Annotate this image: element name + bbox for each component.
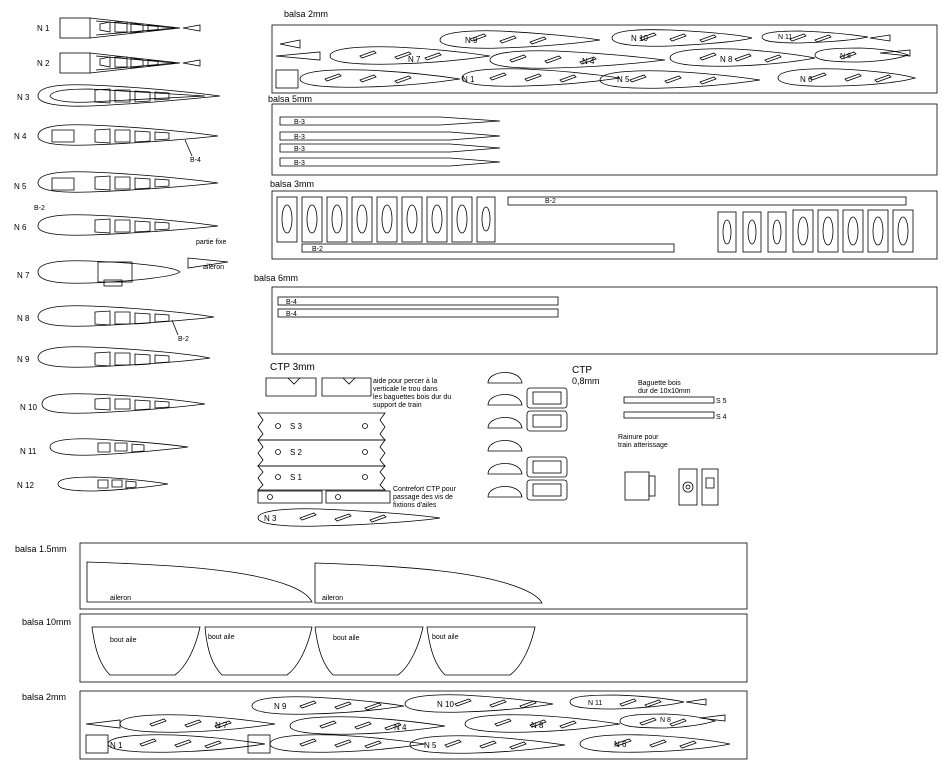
panel-balsa-3mm <box>270 179 937 259</box>
rib-n8 <box>17 306 214 343</box>
rib-label: N 7 <box>17 271 30 280</box>
rib-n9 <box>17 347 210 367</box>
panel-title: balsa 10mm <box>22 617 72 627</box>
rib-label: N 6 <box>14 223 27 232</box>
spar-label-b2: B-2 <box>34 205 45 212</box>
rib-tag: N 8 <box>531 721 544 730</box>
panel-title: CTP 3mm <box>270 362 315 373</box>
rail-title: Baguette bois <box>638 380 681 387</box>
rib-label: N 5 <box>14 182 27 191</box>
panel-title: balsa 2mm <box>284 9 329 19</box>
spar-tag: B-4 <box>286 299 297 306</box>
part-tag: S 2 <box>290 448 303 457</box>
panel-ctp-08mm <box>488 365 600 500</box>
panel-title: balsa 5mm <box>268 94 313 104</box>
rib-label: N 1 <box>37 24 50 33</box>
rail-tag: S 5 <box>716 398 727 405</box>
rib-tag: N 4 <box>582 57 595 66</box>
fixed-part-note: partie fixe <box>196 239 227 246</box>
panel-frame <box>272 25 937 93</box>
panel-frame <box>80 543 747 609</box>
groove-note: Rainure pour <box>618 434 659 441</box>
tip-tag: bout aile <box>432 634 459 641</box>
contrefort-note: Contrefort CTP pour passage des vis de fixtions d'ailes <box>393 486 456 509</box>
servo-icons <box>625 469 718 505</box>
aileron-tag: aileron <box>110 595 132 602</box>
rib-tag: N 10 <box>631 34 648 43</box>
rib-tag: N 9 <box>274 702 287 711</box>
spar-tag: B-3 <box>294 160 305 167</box>
rib-label: N 8 <box>17 314 30 323</box>
rib-label: N 4 <box>14 132 27 141</box>
spar-tag: B-4 <box>286 311 297 318</box>
spar-tag: B-3 <box>294 134 305 141</box>
rib-tag: N 1 <box>110 741 123 750</box>
rib-label: N 11 <box>20 447 37 456</box>
rib-tag: N 8 <box>840 53 851 60</box>
rib-n1 <box>37 18 200 38</box>
rib-tag: N 9 <box>465 36 478 45</box>
part-tag: S 1 <box>290 473 303 482</box>
rib-n2 <box>37 53 200 73</box>
panel-balsa-2mm-top <box>272 9 937 93</box>
rail-subtitle: dur de 10x10mm <box>638 388 691 395</box>
rib-n12 <box>17 477 168 491</box>
rib-n5 <box>14 172 218 192</box>
rib-profiles <box>14 18 228 491</box>
rib-n11 <box>20 439 188 456</box>
panel-balsa-10mm <box>22 614 747 682</box>
rib-tag: N 8 <box>720 55 733 64</box>
spar-tag: B-2 <box>312 246 323 253</box>
panel-balsa-5mm <box>268 94 937 175</box>
panel-title: CTP <box>572 365 592 376</box>
panel-ctp-3mm <box>258 362 458 526</box>
rib-n7 <box>17 258 228 286</box>
panel-frame <box>272 104 937 175</box>
rib-tag: N 6 <box>614 740 627 749</box>
rib-tag: N 10 <box>437 700 454 709</box>
rib-tag: N 5 <box>424 741 437 750</box>
rib-n3 <box>17 85 220 106</box>
panel-frame <box>80 614 747 682</box>
rib-tag: N 1 <box>462 75 475 84</box>
rib-tag: N 6 <box>800 75 813 84</box>
rib-label: N 2 <box>37 59 50 68</box>
panel-balsa-6mm <box>254 273 937 354</box>
panel-title: balsa 6mm <box>254 273 299 283</box>
panel-title: balsa 1.5mm <box>15 544 67 554</box>
rib-tag: N 5 <box>617 75 630 84</box>
rib-n4 <box>14 125 218 164</box>
rail-tag: S 4 <box>716 414 727 421</box>
rib-label: N 3 <box>17 93 30 102</box>
spar-tag: B-3 <box>294 146 305 153</box>
hardwood-rails <box>618 380 727 505</box>
tip-tag: bout aile <box>333 635 360 642</box>
rib-tag: N 7 <box>215 721 228 730</box>
guide-note: aide pour percer à la verticale le trou dans les baguettes bois dur du support de train <box>373 378 452 409</box>
panel-title: balsa 2mm <box>22 692 67 702</box>
part-tag: S 3 <box>290 422 303 431</box>
panel-balsa-2mm-bottom <box>22 691 747 759</box>
rib-n10 <box>20 394 205 413</box>
tip-tag: bout aile <box>110 637 137 644</box>
rib-tag: N 3 <box>264 514 277 523</box>
panel-balsa-1-5mm <box>15 543 747 609</box>
rib-tag: N 4 <box>394 723 407 732</box>
rib-label: N 9 <box>17 355 30 364</box>
spar-label-b4: B-4 <box>190 157 201 164</box>
panel-subtitle: 0,8mm <box>572 376 600 386</box>
spar-label-b2-lower: B-2 <box>178 336 189 343</box>
rib-label: N 12 <box>17 481 34 490</box>
rib-tag: N 11 <box>588 700 603 707</box>
spar-tag: B-2 <box>545 198 556 205</box>
rib-n6 <box>14 205 226 246</box>
groove-note-2: train atterissage <box>618 442 668 449</box>
tip-tag: bout aile <box>208 634 235 641</box>
aileron-tag: aileron <box>322 595 344 602</box>
rib-label: N 10 <box>20 403 37 412</box>
rib-tag: N 7 <box>408 55 421 64</box>
spar-tag: B-3 <box>294 119 305 126</box>
rib-tag: N 8 <box>660 717 671 724</box>
aileron-note: aileron <box>203 264 225 271</box>
rib-tag: N 11 <box>778 34 793 41</box>
panel-title: balsa 3mm <box>270 179 315 189</box>
